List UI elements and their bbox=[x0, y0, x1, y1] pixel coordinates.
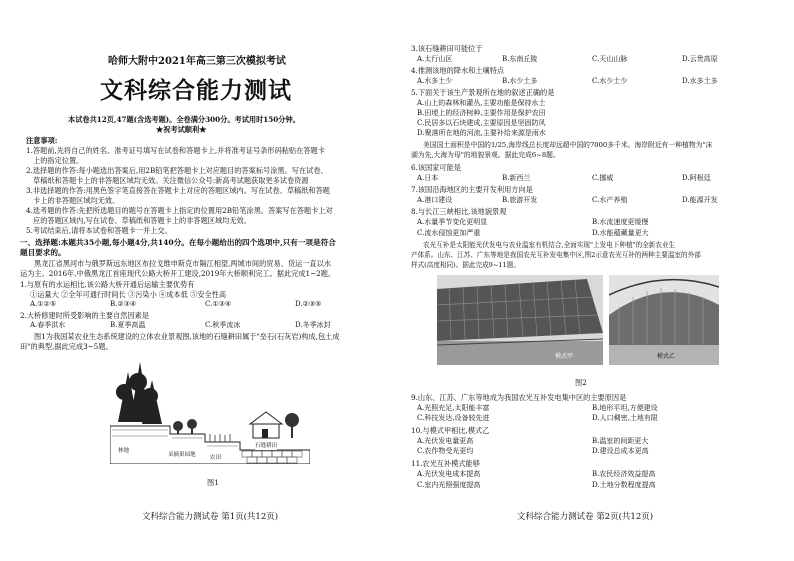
question-4: 4.推测该地的降水和土壤特点 bbox=[411, 66, 505, 75]
q1-option-a[interactable]: A.①②⑤ bbox=[30, 300, 57, 308]
note-line: 草稿纸和答题卡上的非答题区域均无效。关注微信公众号:新高考试题获取更多试卷资源 bbox=[33, 176, 309, 185]
note-line: 上的指定位置。 bbox=[33, 156, 84, 165]
q10-option-a[interactable]: A.光伏发电量更高 bbox=[417, 437, 474, 445]
q8-option-c[interactable]: C.流水侵蚀更加严重 bbox=[417, 229, 481, 237]
q9-option-a[interactable]: A.光照充足,太阳能丰富 bbox=[417, 404, 490, 412]
q10-option-d[interactable]: D.建设总成本更高 bbox=[592, 447, 649, 455]
greenhouse-b-image bbox=[609, 275, 719, 365]
q7-option-b[interactable]: B.旅游开发 bbox=[502, 196, 538, 204]
exam-meta: 本试卷共12页,47题(含选考题)。全卷满分300分。考试用时150分钟。 bbox=[68, 115, 300, 124]
q2-option-d[interactable]: D.冬季冰封 bbox=[295, 321, 331, 329]
q5-option-b[interactable]: B.田埂上的经济树种,主要作用是保护农田 bbox=[417, 109, 546, 117]
q1-option-c[interactable]: C.①③④ bbox=[205, 300, 232, 308]
fig1-label-forest: 林地 bbox=[118, 448, 130, 454]
fig2-label-mode-b: 模式乙 bbox=[657, 353, 676, 360]
q7-option-a[interactable]: A.港口建设 bbox=[417, 196, 453, 204]
q8-option-b[interactable]: B.水流速度更缓慢 bbox=[592, 218, 649, 226]
question-10: 10.与模式甲相比,模式乙 bbox=[411, 426, 490, 435]
passage-1: 运为主。2016年,中俄黑龙江首座现代公路大桥开工建设,2019年大桥顺利完工。据此完成1~2题。 bbox=[20, 269, 336, 278]
exam-line: 哈师大附中2021年高三第三次模拟考试 bbox=[108, 56, 286, 67]
q2-option-a[interactable]: A.春季洪水 bbox=[30, 321, 66, 329]
q11-option-d[interactable]: D.土地分数程度提高 bbox=[592, 481, 656, 489]
q4-option-b[interactable]: B.水少土多 bbox=[502, 77, 538, 85]
question-9: 9.山东、江苏、广东等地成为我国农光互补发电集中区的主要原因是 bbox=[411, 393, 627, 402]
question-8: 8.与长江三峡相比,该地貌景观 bbox=[411, 207, 507, 216]
question-5: 5.下面关于该生产景观所在地的叙述正确的是 bbox=[411, 88, 555, 97]
q11-option-c[interactable]: C.室内光照强度提高 bbox=[417, 481, 481, 489]
paper-title: 文科综合能力测试 bbox=[100, 77, 292, 104]
q6-option-a[interactable]: A.日本 bbox=[417, 174, 439, 182]
q3-option-b[interactable]: B.东南丘陵 bbox=[502, 55, 538, 63]
q5-option-d[interactable]: D.聚落所在地的河流,主要补给来源是雨水 bbox=[417, 129, 546, 137]
passage-4: 产体系。山东、江苏、广东等地是我国农光互补发电集中区,图2示意农光互补的两种主要温室的外部 bbox=[411, 251, 701, 259]
q10-option-c[interactable]: C.农作物受光更均 bbox=[417, 447, 474, 455]
passage-2: 图1为我国某农业生态系统建设的立体农业景观图,该地的石缝耕田属于"垒石(石灰岩)构成,包土成 bbox=[34, 332, 340, 341]
question-3: 3.该石缝耕田可能位于 bbox=[411, 44, 483, 53]
note-line: 5.考试结束后,请将本试卷和答题卡一并上交。 bbox=[26, 226, 172, 235]
question-11: 11.农光互补模式能够 bbox=[411, 459, 480, 468]
page-1-footer: 文科综合能力测试卷 第1页(共12页) bbox=[142, 512, 279, 522]
q8-option-a[interactable]: A.水量季节变化更明显 bbox=[417, 218, 488, 226]
figure-2-mode-b-photo bbox=[609, 275, 719, 365]
q1-items: ①运量大 ②全年可通行时间长 ③污染小 ④成本低 ⑤安全性高 bbox=[30, 290, 227, 299]
q4-option-c[interactable]: C.水少土少 bbox=[592, 77, 628, 85]
fig1-label-orchard: 采摘果园地 bbox=[168, 452, 196, 458]
q8-option-d[interactable]: D.水能蕴藏量更大 bbox=[592, 229, 649, 237]
notes-heading: 注意事项: bbox=[26, 136, 58, 145]
figure-1-caption: 图1 bbox=[207, 478, 219, 487]
note-line: 卡上的非答题区域均无效。 bbox=[33, 196, 120, 205]
passage-3: 美国国土面积是中国的1/25,海岸线总长度却远超中国的7000多千米。海岸附近有一种植物为"沫 bbox=[423, 141, 713, 149]
passage-4: 农光互补是太阳能光伏发电与农业温室有机结合,全面实现"上发电下种植"的全新农业生 bbox=[423, 241, 676, 249]
note-line: 2.选择题的作答:每小题选出答案后,用2B铅笔把答题卡上对应题目的答案标号涂黑。写在试卷、 bbox=[26, 166, 328, 175]
q5-option-a[interactable]: A.山上的森林和灌丛,主要功能是保持水土 bbox=[417, 99, 546, 107]
q9-option-b[interactable]: B.地形平坦,方便建设 bbox=[592, 404, 658, 412]
greenhouse-a-image bbox=[437, 275, 603, 365]
q3-option-c[interactable]: C.天山山脉 bbox=[592, 55, 628, 63]
q3-option-a[interactable]: A.太行山区 bbox=[417, 55, 453, 63]
note-line: 1.答题前,先将自己的姓名、准考证号填写在试卷和答题卡上,并将准考证号条形码粘贴在答题卡 bbox=[26, 146, 325, 155]
q11-option-a[interactable]: A.光伏发电成本提高 bbox=[417, 470, 481, 478]
q10-option-b[interactable]: B.温室的间距更大 bbox=[592, 437, 649, 445]
question-6: 6.该国家可能是 bbox=[411, 163, 461, 172]
q6-option-c[interactable]: C.挪威 bbox=[592, 174, 614, 182]
q1-option-b[interactable]: B.②③④ bbox=[110, 300, 137, 308]
passage-4: 样式(高度相同)。据此完成9~11题。 bbox=[411, 261, 520, 269]
q2-option-c[interactable]: C.秋季流冰 bbox=[205, 321, 241, 329]
fig1-label-stone-field: 石缝耕田 bbox=[255, 443, 278, 449]
note-line: 应的答题区域内,写在试卷、草稿纸和答题卡上的非答题区域均无效。 bbox=[33, 216, 251, 225]
question-7: 7.该国沿海地区的主要开发利用方向是 bbox=[411, 185, 533, 194]
q7-option-c[interactable]: C.水产养殖 bbox=[592, 196, 628, 204]
note-line: 4.选考题的作答:先把所选题目的题号在答题卡上指定的位置用2B铅笔涂黑。答案写在答题卡上对 bbox=[26, 206, 333, 215]
good-luck: ★祝考试顺利★ bbox=[156, 125, 207, 134]
q4-option-a[interactable]: A.水多土少 bbox=[417, 77, 453, 85]
q11-option-b[interactable]: B.农民经济效益提高 bbox=[592, 470, 656, 478]
q3-option-d[interactable]: D.云贵高原 bbox=[682, 55, 718, 63]
section-heading-cont: 题目要求的。 bbox=[20, 248, 66, 257]
passage-3: 湖为先,大海为母"的地貌景观。据此完成6~8题。 bbox=[411, 151, 560, 159]
question-1: 1.与原有的水运相比,该公路大桥开通后运输主要优势有 bbox=[20, 280, 195, 289]
q6-option-d[interactable]: D.阿根廷 bbox=[682, 174, 711, 182]
terrace-illustration bbox=[110, 352, 310, 464]
passage-1: 黑龙江省黑河市与俄罗斯远东地区布拉戈维申斯克市隔江相望,两城市间的贸易、货运一直以水 bbox=[34, 259, 331, 268]
q9-option-d[interactable]: D.人口稠密,土地有限 bbox=[592, 414, 658, 422]
q4-option-d[interactable]: D.水多土多 bbox=[682, 77, 718, 85]
fig1-label-farmland: 农田 bbox=[210, 455, 222, 461]
page-2 bbox=[397, 0, 794, 561]
figure-1-landscape bbox=[110, 352, 310, 464]
q2-option-b[interactable]: B.夏季高温 bbox=[110, 321, 146, 329]
fig2-label-mode-a: 模式甲 bbox=[555, 353, 574, 360]
question-2: 2.大桥修建时所受影响的主要自然因素是 bbox=[20, 311, 150, 320]
note-line: 3.非选择题的作答:用黑色签字笔直接答在答题卡上对应的答题区域内。写在试卷、草稿纸和答题 bbox=[26, 186, 330, 195]
figure-2-caption: 图2 bbox=[575, 378, 587, 387]
figure-2-mode-a-photo bbox=[437, 275, 603, 365]
q5-option-c[interactable]: C.民居多以石块建成,主要原因是坚固防风 bbox=[417, 119, 546, 127]
section-heading: 一、选择题:本题共35小题,每小题4分,共140分。在每小题给出的四个选项中,只有一项是符合 bbox=[20, 238, 336, 247]
q7-option-d[interactable]: D.能源开发 bbox=[682, 196, 718, 204]
q6-option-b[interactable]: B.新西兰 bbox=[502, 174, 531, 182]
q1-option-d[interactable]: D.②③⑤ bbox=[295, 300, 322, 308]
passage-2: 田"的典型,据此完成3~5题。 bbox=[20, 342, 113, 351]
q9-option-c[interactable]: C.科技发达,设备较先进 bbox=[417, 414, 490, 422]
page-2-footer: 文科综合能力测试卷 第2页(共12页) bbox=[517, 512, 654, 522]
